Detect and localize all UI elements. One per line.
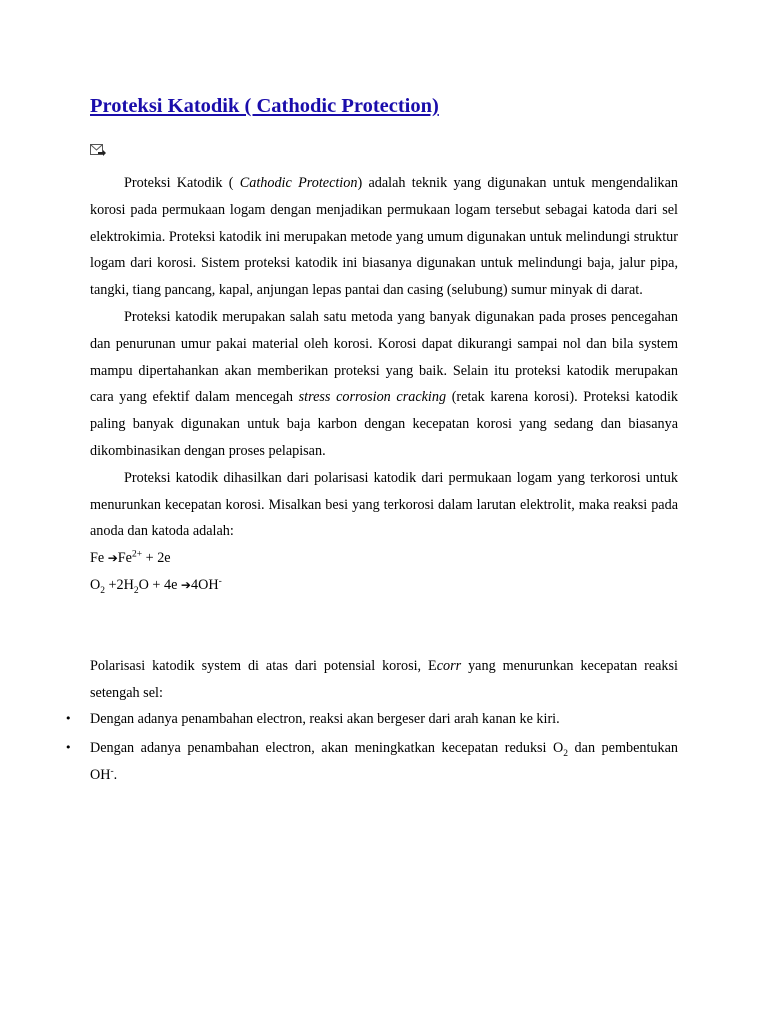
eq-text: Fe xyxy=(117,550,132,567)
list-item-text: dan pembentukan OH xyxy=(90,740,678,783)
paragraph-polarization: Proteksi katodik dihasilkan dari polarisasi katodik dari permukaan logam yang terkorosi untuk menurunkan kecepatan korosi. Misalkan besi yang terkorosi dalam larutan elektrolit, maka reaksi pada anoda dan katoda adalah: xyxy=(90,469,678,540)
arrow-right-icon: ➔ xyxy=(107,551,118,566)
bullet-icon: • xyxy=(65,741,72,755)
eq-text: O xyxy=(90,576,101,593)
equation-cathode xyxy=(90,572,678,599)
article-body xyxy=(65,170,679,789)
eq-text: Fe xyxy=(90,550,108,567)
emphasis-corr: corr xyxy=(436,657,462,674)
text-run: (retak karena korosi). Proteksi katodik paling banyak digunakan untuk baja karbon dengan kecepatan korosi yang sedang dan biasanya dikombinasikan dengan proses pelapisan. xyxy=(90,389,678,459)
bullet-icon: • xyxy=(65,712,72,726)
text-run: Proteksi katodik merupakan salah satu metoda yang banyak digunakan pada proses pencegahan dan penurunan umur pakai material oleh korosi. Korosi dapat dikurangi sampai nol dan bila system mampu dipertahankan akan memberikan proteksi yang baik. Selain itu proteksi katodik merupakan cara yang efektif dalam mencegah xyxy=(90,308,678,406)
blank-space xyxy=(90,599,678,653)
eq-text: 4OH xyxy=(190,576,219,593)
text-run: Proteksi Katodik ( xyxy=(124,175,240,191)
list-item-superscript: - xyxy=(110,766,114,777)
text-run: Polarisasi katodik system di atas dari potensial korosi, E xyxy=(90,657,437,674)
eq-text: O + 4e xyxy=(138,576,181,593)
eq-superscript: 2+ xyxy=(131,549,143,560)
list-item-text: Dengan adanya penambahan electron, akan meningkatkan kecepatan reduksi O xyxy=(90,740,564,757)
list-item-text: . xyxy=(113,766,118,783)
emphasis-cathodic-protection: Cathodic Protection xyxy=(239,175,358,191)
bullet-list xyxy=(65,706,678,788)
eq-superscript: - xyxy=(218,576,222,587)
arrow-right-icon: ➔ xyxy=(180,577,191,592)
paragraph-intro xyxy=(90,170,678,304)
eq-subscript: 2 xyxy=(100,585,105,596)
equation-anode xyxy=(90,545,678,572)
text-run: ) adalah teknik yang digunakan untuk mengendalikan korosi pada permukaan logam dengan menjadikan permukaan logam tersebut sebagai katoda dari sel elektrokimia. Proteksi katodik ini merupakan metode yang umum digunakan untuk melindungi struktur logam dari korosi. Sistem proteksi katodik ini biasanya digunakan untuk melindungi baja, jalur pipa, tangki, tiang pancang, kapal, anjungan lepas pantai dan casing (selubung) sumur minyak di darat. xyxy=(90,175,679,299)
list-item xyxy=(65,706,678,733)
list-item-text: Dengan adanya penambahan electron, reaksi akan bergeser dari arah kanan ke kiri. xyxy=(90,711,560,728)
eq-text: +2H xyxy=(105,576,134,593)
emphasis-stress-corrosion-cracking: stress corrosion cracking xyxy=(298,389,447,406)
eq-subscript: 2 xyxy=(133,585,139,596)
paragraph-ecorr xyxy=(90,653,678,707)
paragraph-method xyxy=(90,304,678,465)
list-item-subscript: 2 xyxy=(563,748,569,759)
page-title[interactable]: Proteksi Katodik ( Cathodic Protection) xyxy=(90,95,439,117)
list-item xyxy=(65,735,678,789)
broken-image-icon xyxy=(90,143,106,157)
text-run: yang menurunkan kecepatan reaksi setengah sel: xyxy=(90,657,678,701)
eq-text: + 2e xyxy=(142,550,171,567)
